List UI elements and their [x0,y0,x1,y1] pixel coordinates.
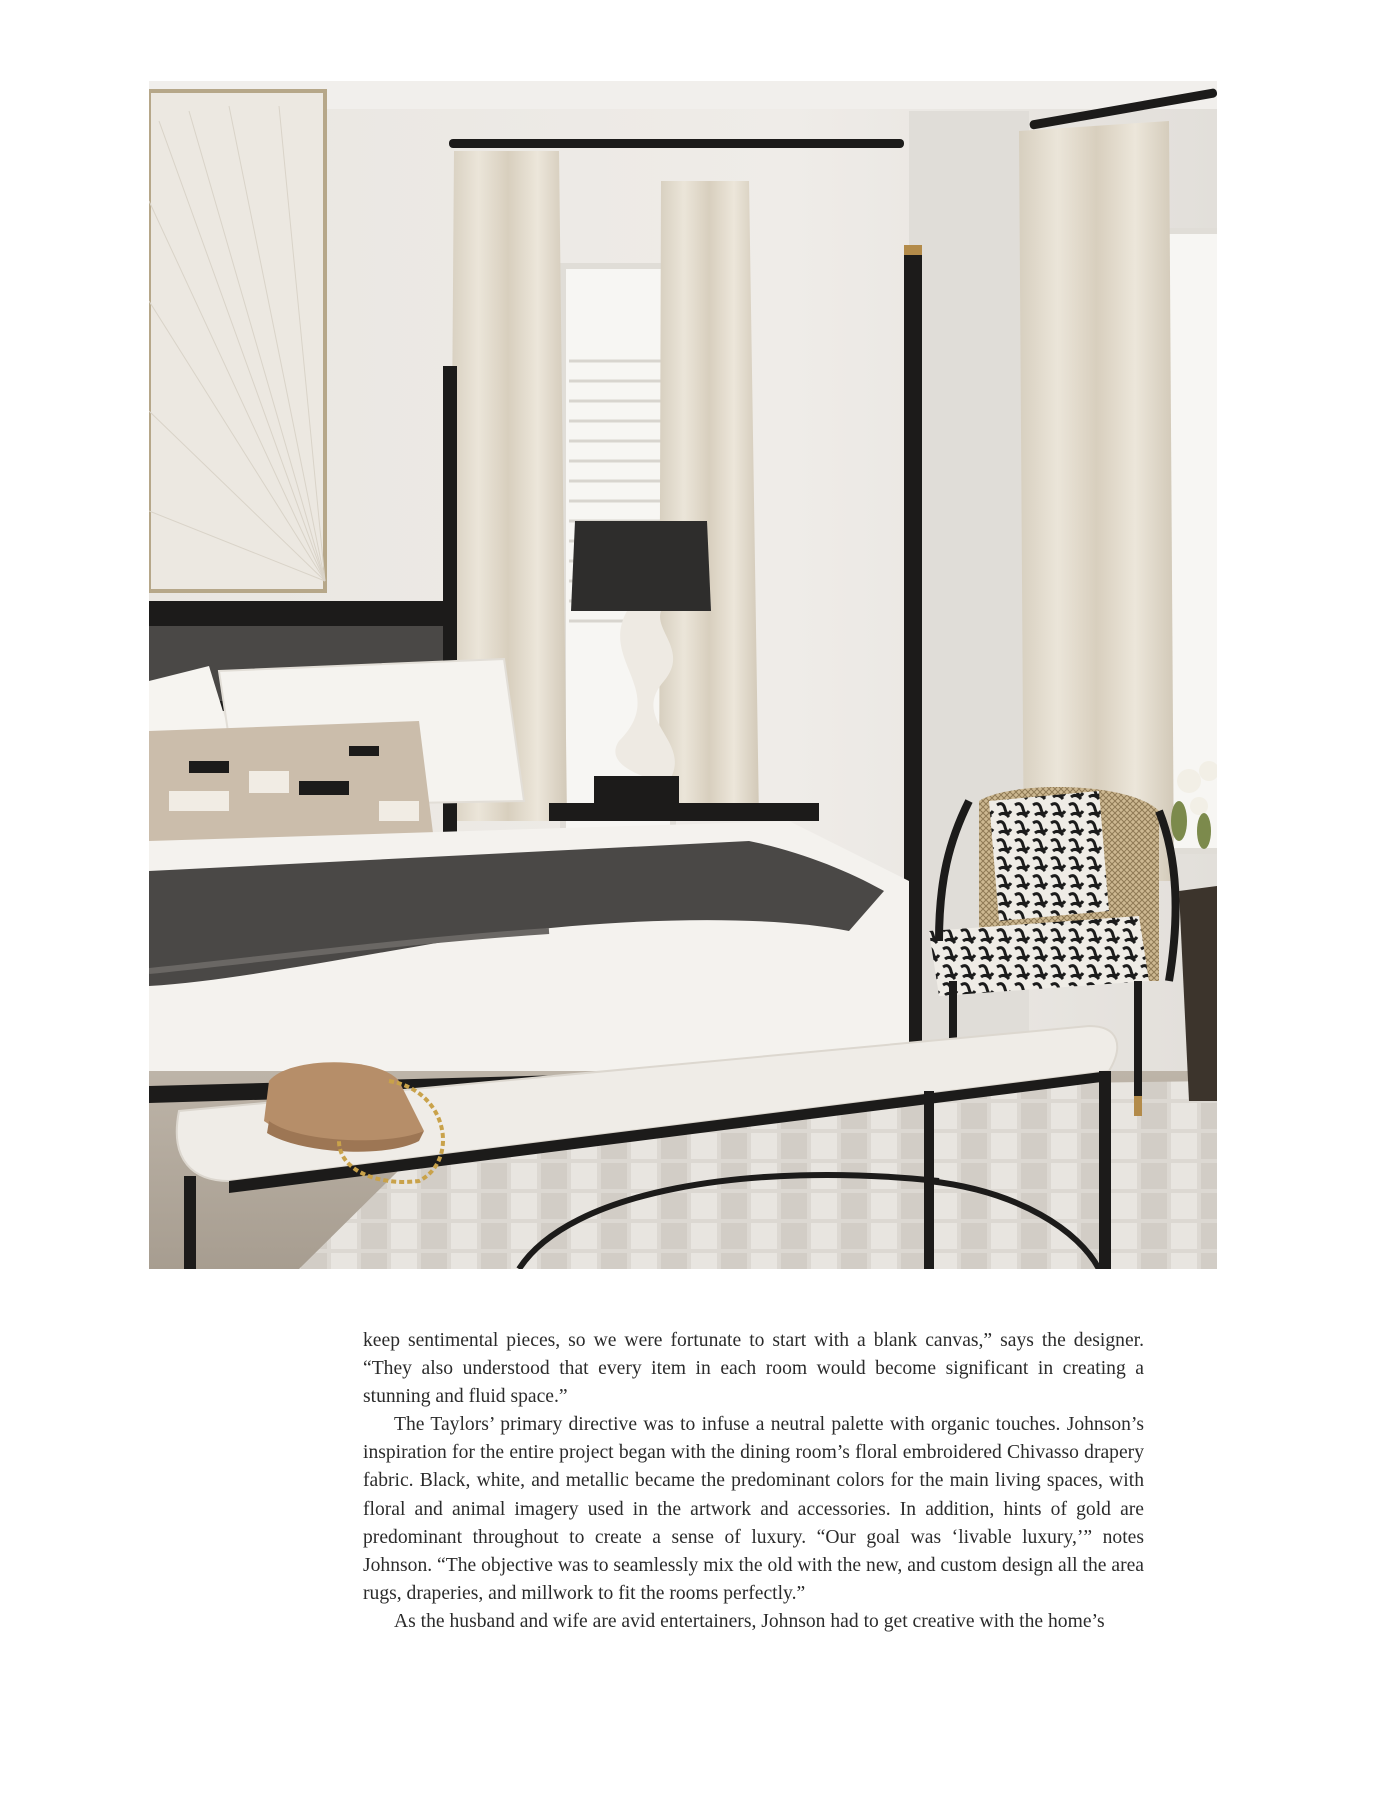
article-paragraph: As the husband and wife are avid entertainers, Johnson had to get creative with the home’s [394,1610,1105,1632]
bedroom-photo [149,81,1217,1269]
article-paragraph: The Taylors’ primary directive was to infuse a neutral palette with organic touches. Johnson’s inspiration for the entire project began with the dining room’s floral embroidered Chivasso drapery fabric. Black, white, and metallic became the predominant colors for the main living spaces, with floral and animal imagery used in the artwork and accessories. In addition, hints of gold are predominant throughout to create a sense of luxury. “Our goal was ‘livable luxury,’” notes Johnson. “The objective was to seamlessly mix the old with the new, and custom design all the area rugs, draperies, and millwork to fit the rooms perfectly.” [363,1414,1144,1604]
article-paragraph: keep sentimental pieces, so we were fortunate to start with a blank canvas,” says the designer. “They also understood that every item in each room would become significant in creating a stunning and fluid space.” [363,1330,1144,1408]
article-body [363,1327,1144,1636]
bedroom-photo-illustration [149,81,1217,1269]
